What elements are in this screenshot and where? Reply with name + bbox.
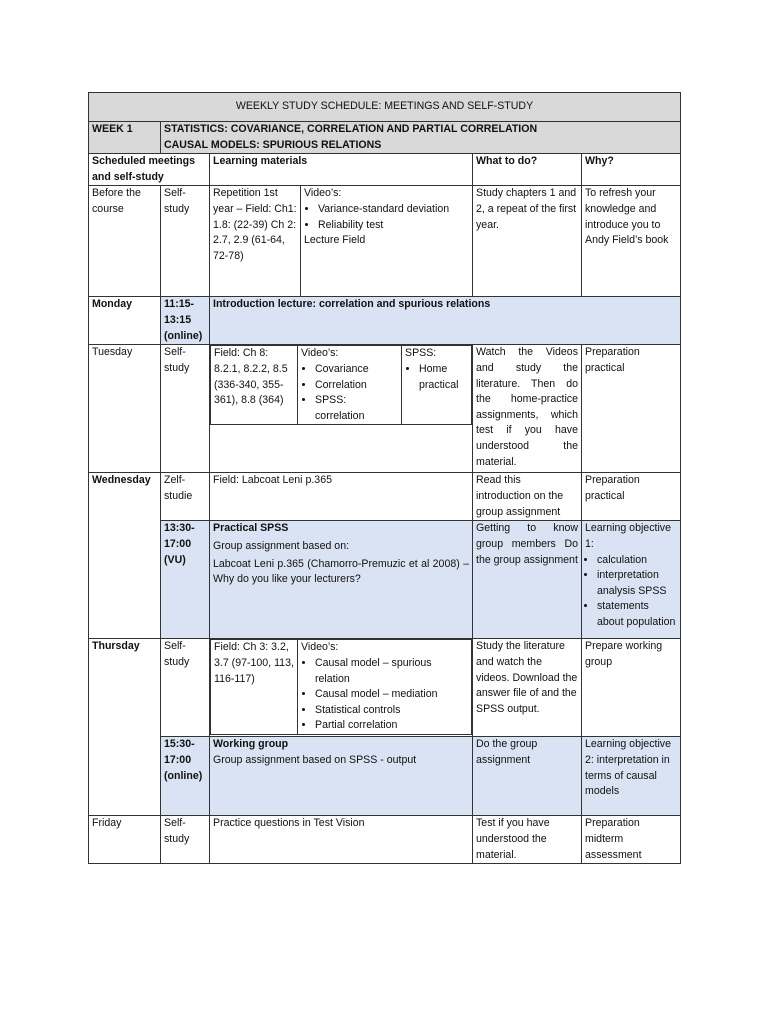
friday-type: Self-study	[161, 816, 210, 864]
practical-title: Practical SPSS	[213, 522, 289, 535]
thursday-materials	[210, 639, 473, 737]
week-topic-line1: STATISTICS: COVARIANCE, CORRELATION AND PARTIAL CORRELATION	[164, 123, 538, 135]
week-label: WEEK 1	[89, 122, 161, 154]
wg-why: Learning objective 2: interpretation in terms of causal models	[582, 737, 681, 816]
header-what: What to do?	[473, 154, 582, 186]
thursday-videos-label: Video’s:	[301, 641, 339, 654]
monday-time: 11:15-13:15 (online)	[161, 297, 210, 345]
before-field: Repetition 1st year – Field: Ch1: 1.8: (22-39) Ch 2: 2.7, 2.9 (61-64, 72-78)	[210, 186, 301, 297]
objective-item: • statements about population	[597, 599, 677, 630]
thursday-day: Thursday	[89, 639, 161, 816]
tuesday-why: Preparation practical	[582, 345, 681, 473]
before-why: To refresh your knowledge and introduce you to Andy Field’s book	[582, 186, 681, 297]
tuesday-spss-label: SPSS:	[405, 347, 437, 360]
thursday-type: Self-study	[161, 639, 210, 737]
thursday-video-item: • Causal model – spurious relation	[315, 656, 468, 687]
tuesday-video-item: • SPSS: correlation	[315, 393, 398, 424]
practical-why-title: Learning objective 1:	[585, 522, 671, 550]
schedule-table	[88, 92, 681, 864]
before-what: Study chapters 1 and 2, a repeat of the first year.	[473, 186, 582, 297]
tuesday-videos	[298, 346, 402, 425]
tuesday-videos-label: Video’s:	[301, 347, 339, 360]
tuesday-video-item: • Correlation	[315, 378, 398, 394]
wednesday-type: Zelf-studie	[161, 473, 210, 521]
objective-item: • interpretation analysis SPSS	[597, 568, 677, 599]
wednesday-time: 13:30-17:00 (VU)	[161, 521, 210, 639]
monday-day: Monday	[89, 297, 161, 345]
friday-why: Preparation midterm assessment	[582, 816, 681, 864]
before-type: Self-study	[161, 186, 210, 297]
practical-line: Group assignment based on:	[213, 539, 350, 552]
week-topic	[161, 122, 681, 154]
practical-what: Getting to know group members Do the group assignment	[473, 521, 582, 639]
thursday-videos	[298, 640, 472, 735]
tuesday-spss	[402, 346, 472, 425]
wg-desc: Group assignment based on SPSS - output	[213, 753, 417, 766]
before-video-item: • Variance-standard deviation	[318, 202, 469, 218]
wednesday-desc: Field: Labcoat Leni p.365	[210, 473, 473, 521]
tuesday-video-item: • Covariance	[315, 362, 398, 378]
thursday-time: 15:30-17:00 (online)	[161, 737, 210, 816]
before-day: Before the course	[89, 186, 161, 297]
tuesday-type: Self-study	[161, 345, 210, 473]
friday-what: Test if you have understood the material.	[473, 816, 582, 864]
week-topic-line2: CAUSAL MODELS: SPURIOUS RELATIONS	[164, 138, 382, 151]
before-videos-label: Video’s:	[304, 187, 342, 200]
thursday-field: Field: Ch 3: 3.2, 3.7 (97-100, 113, 116-117)	[211, 640, 298, 735]
wednesday-what: Read this introduction on the group assignment	[473, 473, 582, 521]
before-video-item: • Reliability test	[318, 218, 469, 234]
wednesday-why: Preparation practical	[582, 473, 681, 521]
thursday-video-item: • Causal model – mediation	[315, 687, 468, 703]
thursday-working-group	[210, 737, 473, 816]
monday-desc: Introduction lecture: correlation and spurious relations	[210, 297, 681, 345]
objective-item: • calculation	[597, 553, 677, 569]
thursday-what: Study the literature and watch the videos. Download the answer file of and the SPSS output.	[473, 639, 582, 737]
schedule-title: WEEKLY STUDY SCHEDULE: MEETINGS AND SELF-STUDY	[89, 93, 681, 122]
tuesday-day: Tuesday	[89, 345, 161, 473]
thursday-video-item: • Partial correlation	[315, 718, 468, 734]
tuesday-what: Watch the Videos and study the literature. Then do the home-practice assignments, which test if you have understood the material.	[473, 345, 582, 473]
header-scheduled: Scheduled meetings and self-study	[89, 154, 210, 186]
tuesday-field: Field: Ch 8: 8.2.1, 8.2.2, 8.5 (336-340, 355-361), 8.8 (364)	[211, 346, 298, 425]
header-why: Why?	[582, 154, 681, 186]
wg-title: Working group	[213, 738, 289, 751]
wednesday-practical	[210, 521, 473, 639]
wednesday-day: Wednesday	[89, 473, 161, 639]
before-extra: Lecture Field	[304, 234, 366, 247]
header-materials: Learning materials	[210, 154, 473, 186]
practical-desc: Labcoat Leni p.365 (Chamorro-Premuzic et al 2008) – Why do you like your lecturers?	[213, 557, 469, 586]
tuesday-materials	[210, 345, 473, 473]
thursday-why: Prepare working group	[582, 639, 681, 737]
practical-why	[582, 521, 681, 639]
before-videos	[301, 186, 473, 297]
tuesday-spss-item: • Home practical	[419, 362, 468, 393]
friday-day: Friday	[89, 816, 161, 864]
wg-what: Do the group assignment	[473, 737, 582, 816]
thursday-video-item: • Statistical controls	[315, 703, 468, 719]
friday-desc: Practice questions in Test Vision	[210, 816, 473, 864]
